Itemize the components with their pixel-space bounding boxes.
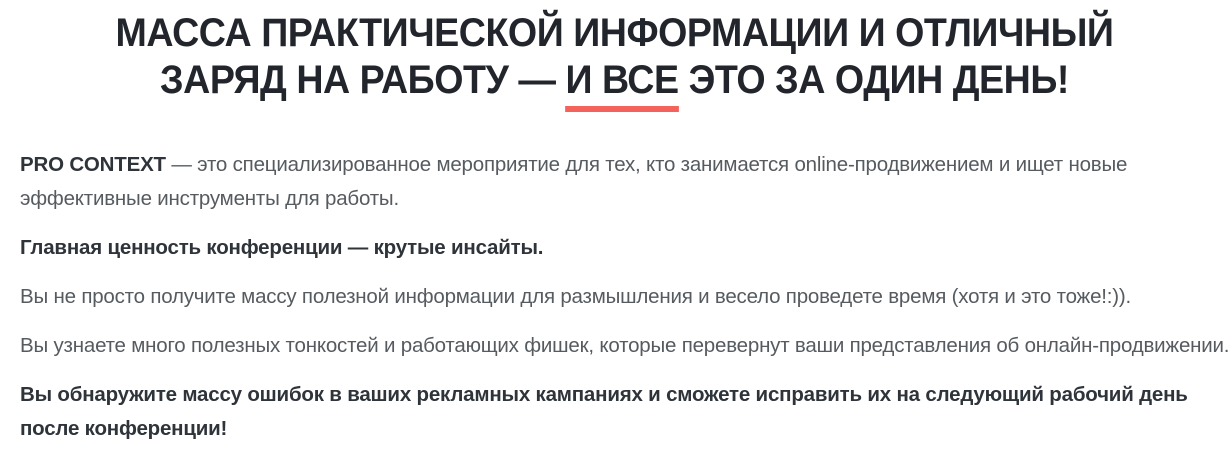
benefit-paragraph-1: Вы не просто получите массу полезной информации для размышления и весело проведете время (хотя и это тоже!:)). — [20, 285, 1132, 308]
intro-line-1 — [20, 148, 1209, 182]
page-title-line-2-prefix: ЗАРЯД НА РАБОТУ — — [160, 58, 566, 102]
value-statement: Главная ценность конференции — крутые инсайты. — [20, 236, 544, 259]
intro-line-2: эффективные инструменты для работы. — [20, 187, 399, 210]
brand-name: PRO CONTEXT — [20, 153, 166, 176]
benefit-paragraph-3-line-1: Вы обнаружите массу ошибок в ваших рекламных кампаниях и сможете исправить их на следующий рабочий день — [20, 383, 1188, 406]
benefit-paragraph-3 — [20, 378, 1209, 446]
page-title-line-2 — [56, 57, 1174, 104]
page-title-line-2-suffix: ЭТО ЗА ОДИН ДЕНЬ! — [678, 58, 1069, 102]
description-section — [0, 148, 1229, 446]
landing-text-section — [0, 10, 1229, 474]
page-title-line-1: МАССА ПРАКТИЧЕСКОЙ ИНФОРМАЦИИ И ОТЛИЧНЫЙ — [115, 11, 1114, 55]
intro-line-1-rest: — это специализированное мероприятие для тех, кто занимается online-продвижением и ищет новые — [165, 153, 1128, 176]
benefit-paragraph-3-line-2: после конференции! — [20, 417, 228, 440]
benefit-paragraph-2: Вы узнаете много полезных тонкостей и работающих фишек, которые перевернут ваши представления об онлайн-продвижении. — [20, 334, 1229, 357]
page-title-underlined-phrase: И ВСЕ — [566, 58, 679, 112]
page-title — [56, 10, 1174, 104]
intro-paragraph — [20, 148, 1209, 216]
